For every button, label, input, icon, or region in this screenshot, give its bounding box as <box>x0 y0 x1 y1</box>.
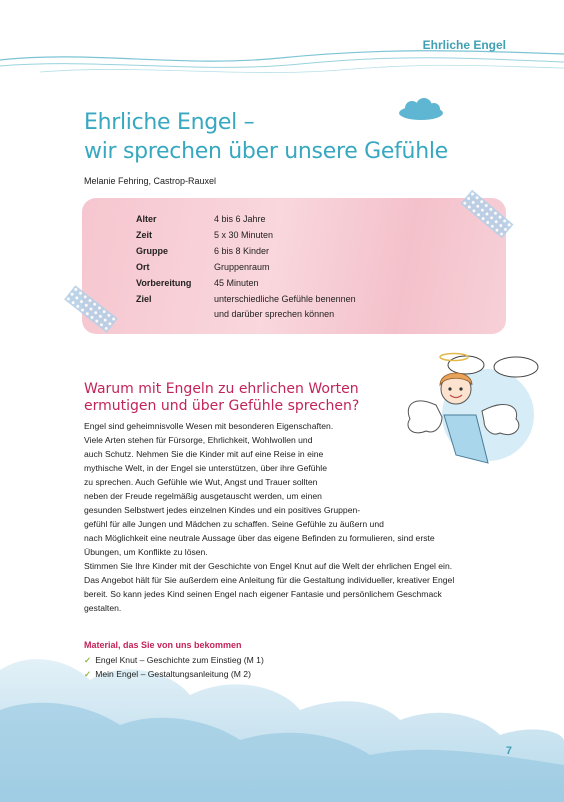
angel-illustration <box>396 345 546 485</box>
body-line: mythische Welt, in der Engel sie unterstützen, über ihre Gefühle <box>84 463 327 473</box>
body-line: zu sprechen. Auch Gefühle wie Wut, Angst und Trauer sollten <box>84 477 318 487</box>
body-line: gestalten. <box>84 603 122 613</box>
info-label: Ziel <box>136 294 152 304</box>
body-line: auch Schutz. Nehmen Sie die Kinder mit auf eine Reise in eine <box>84 449 324 459</box>
info-label: Vorbereitung <box>136 278 192 288</box>
body-line: gefühl für alle Jungen und Mädchen zu schaffen. Seine Gefühle zu äußern und <box>84 519 384 529</box>
page-title-line-2: wir sprechen über unsere Gefühle <box>84 139 448 164</box>
info-value: 4 bis 6 Jahre <box>214 214 266 224</box>
section-heading <box>84 381 384 415</box>
author-line: Melanie Fehring, Castrop-Rauxel <box>84 176 217 186</box>
material-item-text: Mein Engel – Gestaltungsanleitung (M 2) <box>95 669 251 679</box>
body-line: Das Angebot hält für Sie außerdem eine Anleitung für die Gestaltung individueller, kreativer Engel <box>84 575 455 585</box>
info-value: Gruppenraum <box>214 262 270 272</box>
page-title-line-1: Ehrliche Engel – <box>84 110 255 135</box>
info-value: 6 bis 8 Kinder <box>214 246 270 256</box>
body-line: nach Möglichkeit eine neutrale Aussage über das eigene Befinden zu formulieren, sind erste <box>84 533 435 543</box>
material-item-text: Engel Knut – Geschichte zum Einstieg (M 1) <box>95 655 264 665</box>
body-line: bereit. So kann jedes Kind seinen Engel nach eigener Fantasie und persönlichem Geschmack <box>84 589 442 599</box>
page-number: 7 <box>505 745 512 757</box>
info-value: 5 x 30 Minuten <box>214 230 274 240</box>
info-label: Alter <box>136 214 157 224</box>
material-item <box>84 655 264 666</box>
info-label: Zeit <box>136 230 153 240</box>
check-icon: ✓ <box>84 669 92 679</box>
section-heading-line-2: ermutigen und über Gefühle sprechen? <box>84 398 360 414</box>
running-header: Ehrliche Engel <box>422 38 506 52</box>
info-value: unterschiedliche Gefühle benennen <box>214 294 356 304</box>
info-value: und darüber sprechen können <box>214 309 335 319</box>
body-line: Stimmen Sie Ihre Kinder mit der Geschichte von Engel Knut auf die Welt der ehrlichen Engel ein. <box>84 561 453 571</box>
info-label: Ort <box>136 262 150 272</box>
info-value: 45 Minuten <box>214 278 259 288</box>
material-item <box>84 669 251 680</box>
body-line: neben der Freude regelmäßig ausgetauscht werden, um einen <box>84 491 322 501</box>
section-heading-line-1: Warum mit Engeln zu ehrlichen Worten <box>84 381 359 397</box>
body-line: Viele Arten stehen für Fürsorge, Ehrlichkeit, Wohlwollen und <box>84 435 313 445</box>
body-line: Engel sind geheimnisvolle Wesen mit besonderen Eigenschaften. <box>84 421 334 431</box>
info-label: Gruppe <box>136 246 169 256</box>
material-heading: Material, das Sie von uns bekommen <box>84 640 242 650</box>
check-icon: ✓ <box>84 655 92 665</box>
body-line: Übungen, um Konflikte zu lösen. <box>84 547 208 557</box>
blue-cloud-illustration <box>396 98 446 122</box>
body-line: gesunden Selbstwert jedes einzelnen Kindes und ein positives Gruppen- <box>84 505 361 515</box>
